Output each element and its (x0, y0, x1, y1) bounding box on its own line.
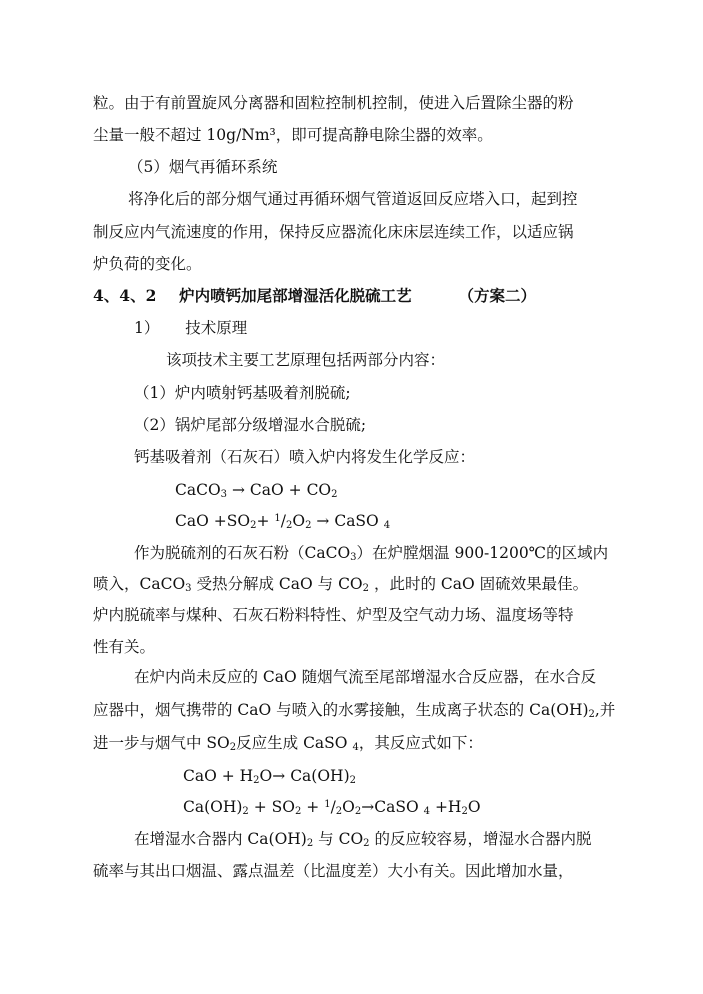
subsection-text: 技术原理 (185, 319, 248, 337)
equation: CaO + $H_2O\to Ca(OH)_2$ (183, 767, 356, 786)
heading-number: 4、4、2 (93, 286, 157, 305)
equation: $Ca(OH)_2 + SO_2$ + $^1/_2O_2\to CaSO$ $_4 +H_2O$ (183, 798, 481, 817)
equation: CaO $+SO_2+ ^1/_2O_2$ → CaSO $_4$ (175, 512, 391, 531)
paragraph-line: 硫率与其出口烟温、露点温差（比温度差）大小有关。因此增加水量， (93, 862, 574, 880)
subsection-title (134, 318, 247, 338)
list-item: （2）锅炉尾部分级增湿水合脱硫; (134, 416, 367, 434)
paragraph-line: 进一步与烟气中 $SO_2$反应生成 CaSO $_4$，其反应式如下： (93, 734, 483, 753)
paragraph-line: 炉负荷的变化。 (93, 255, 202, 273)
paragraph-line: 将净化后的部分烟气通过再循环烟气管道返回反应塔入口，起到控 (128, 190, 578, 208)
paragraph-line: 性有关。 (93, 638, 156, 656)
section-title: （5）烟气再循环系统 (128, 158, 278, 176)
subsection-label: 1） (134, 319, 160, 337)
equation: CaCO$_3$ → CaO + $CO_2$ (175, 481, 338, 500)
paragraph-line: 炉内脱硫率与煤种、石灰石粉料特性、炉型及空气动力场、温度场等特 (93, 606, 574, 624)
paragraph-line: 在炉内尚未反应的 CaO 随烟气流至尾部增湿水合反应器，在水合反 (134, 668, 597, 686)
paragraph-line: 喷入，CaCO$_3$ 受热分解成 CaO 与 $CO_2$ ，此时的 CaO 固硫效果最佳。 (93, 575, 589, 594)
heading-title: 炉内喷钙加尾部增湿活化脱硫工艺 (179, 286, 412, 305)
paragraph-line: 制反应内气流速度的作用，保持反应器流化床床层连续工作，以适应锅 (93, 223, 574, 241)
section-heading (93, 286, 536, 306)
paragraph-line: 应器中，烟气携带的 CaO 与喷入的水雾接触，生成离子状态的 $Ca(OH)_2$,并 (93, 701, 616, 720)
paragraph-line: 作为脱硫剂的石灰石粉（CaCO$_3$）在炉膛烟温 900-1200℃的区域内 (134, 544, 609, 563)
paragraph-line: 粒。由于有前置旋风分离器和固粒控制机控制，使进入后置除尘器的粉 (93, 94, 574, 112)
heading-scheme: （方案二） (458, 286, 537, 305)
paragraph-line: 该项技术主要工艺原理包括两部分内容： (166, 351, 446, 369)
paragraph-line: 在增湿水合器内 $Ca(OH)_2$ 与 $CO_2$ 的反应较容易，增湿水合器内脱 (134, 830, 592, 849)
list-item: （1）炉内喷射钙基吸着剂脱硫; (134, 384, 351, 402)
paragraph-line: 钙基吸着剂（石灰石）喷入炉内将发生化学反应： (134, 448, 476, 466)
paragraph-line: 尘量一般不超过 10g/Nm³，即可提高静电除尘器的效率。 (93, 126, 493, 144)
